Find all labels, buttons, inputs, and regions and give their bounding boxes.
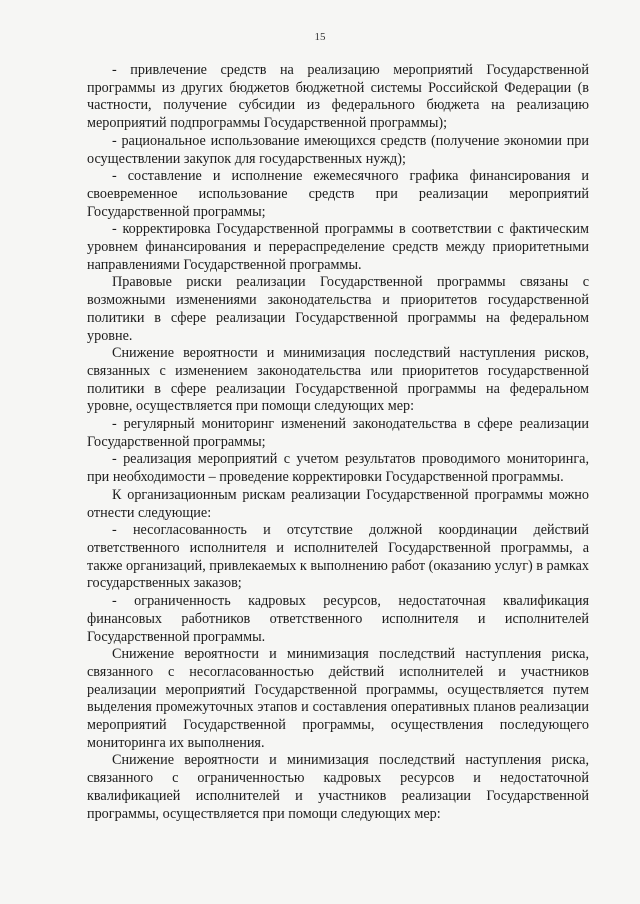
paragraph-rational-use: - рациональное использование имеющихся средств (получение экономии при осуществлении закупок для государственных нужд); bbox=[87, 132, 589, 167]
paragraph-legislation-monitoring: - регулярный мониторинг изменений законодательства в сфере реализации Государственной программы; bbox=[87, 416, 589, 450]
page-number: 15 bbox=[314, 31, 326, 43]
paragraph-organizational-risks: К организационным рискам реализации Государственной программы можно отнести следующие: bbox=[87, 486, 589, 521]
paragraph-monthly-schedule: - составление и исполнение ежемесячного графика финансирования и своевременное использование средств при реализации мероприятий Государственной программы; bbox=[87, 168, 589, 220]
document-body bbox=[87, 62, 589, 823]
paragraph-staff-risk: - ограниченность кадровых ресурсов, недостаточная квалификация финансовых работников ответственного исполнителя и исполнителей Государственной программы. bbox=[87, 593, 589, 645]
paragraph-coordination-mitigation: Снижение вероятности и минимизация последствий наступления риска, связанного с несогласованностью действий исполнителей и участников реализации мероприятий Государственной программы, осуществляется путем выделения промежуточных этапов и составления оперативных планов реализации мероприятий Государственной программы, осуществления последующего мониторинга их выполнения. bbox=[87, 646, 589, 751]
paragraph-staff-mitigation: Снижение вероятности и минимизация последствий наступления риска, связанного с ограниченностью кадровых ресурсов и недостаточной квалификацией исполнителей и участников реализации Государственной программы, осуществляется при помощи следующих мер: bbox=[87, 752, 589, 822]
paragraph-monitoring-measures: - реализация мероприятий с учетом результатов проводимого мониторинга, при необходимости – проведение корректировки Государственной программы. bbox=[87, 451, 589, 486]
paragraph-funding-attraction: - привлечение средств на реализацию мероприятий Государственной программы из других бюджетов бюджетной системы Российской Федерации (в частности, получение субсидии из федерального бюджета на реализацию мероприятий подпрограммы Государственной программы); bbox=[87, 62, 589, 132]
paragraph-legal-risks: Правовые риски реализации Государственной программы связаны с возможными изменениями законодательства и приоритетов государственной политики в сфере реализации Государственной программы на федеральном уровне. bbox=[87, 274, 589, 344]
paragraph-legal-risk-mitigation: Снижение вероятности и минимизация последствий наступления рисков, связанных с изменением законодательства или приоритетов государственной политики в сфере реализации Государственной программы на федеральном уровне, осуществляется при помощи следующих мер: bbox=[87, 345, 589, 415]
paragraph-coordination-risk: - несогласованность и отсутствие должной координации действий ответственного исполнителя и исполнителей Государственной программы, а также организаций, привлекаемых к выполнению работ (оказанию услуг) в рамках государственных заказов; bbox=[87, 522, 589, 592]
paragraph-program-correction: - корректировка Государственной программы в соответствии с фактическим уровнем финансирования и перераспределение средств между приоритетными направлениями Государственной программы. bbox=[87, 221, 589, 273]
